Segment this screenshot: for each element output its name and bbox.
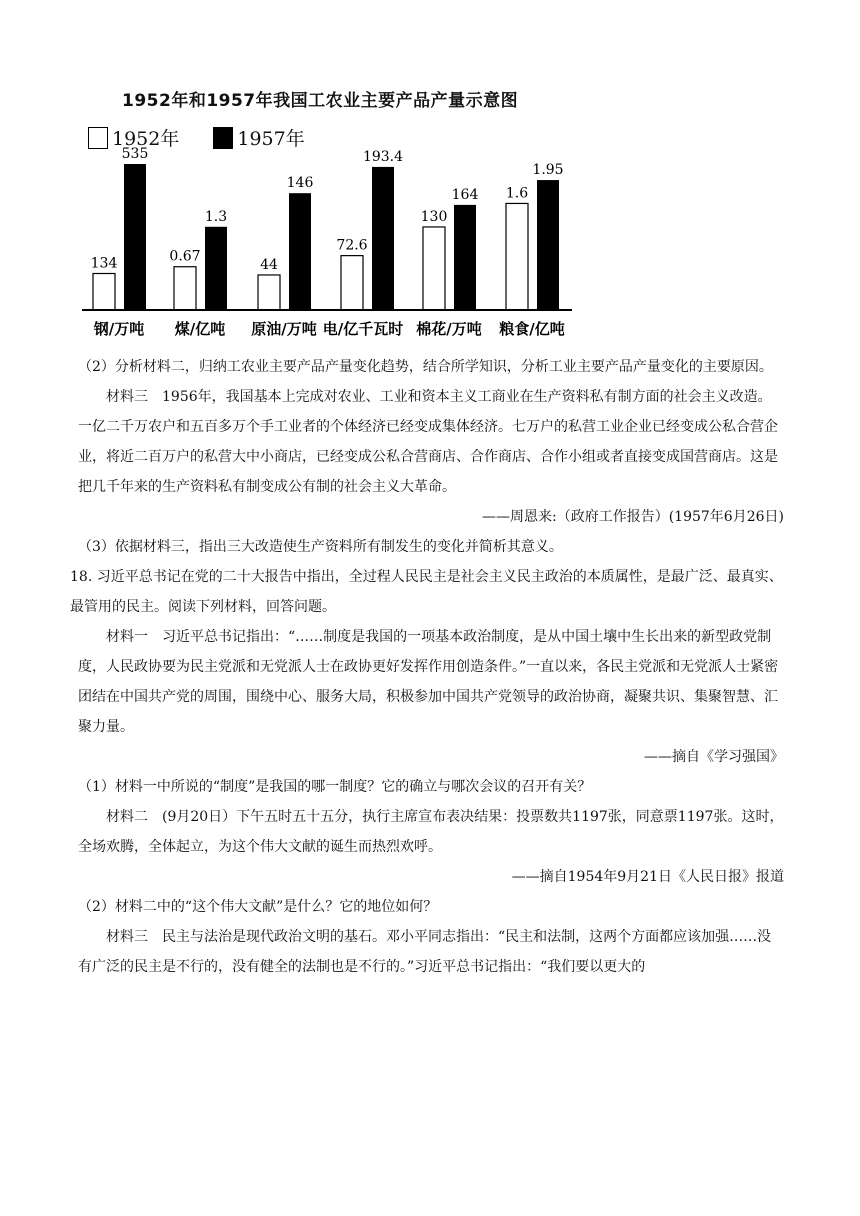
bar-1952-5 [506,203,528,310]
bar-1957-5 [537,180,559,310]
paragraph-11: 材料三 民主与法治是现代政治文明的基石。邓小平同志指出：“民主和法制，这两个方面都应该加强……没有广泛的民主是不行的，没有健全的法制也是不行的。”习近平总书记指出：“我们要以更大的 [78,929,772,975]
bar-chart [60,84,600,346]
bar-1957-2 [289,193,311,310]
data-label-1952-3: 72.6 [336,237,368,254]
bar-1952-1 [174,267,196,310]
data-label-1957-0: 535 [121,146,149,162]
paragraph-1: 材料三 1956年，我国基本上完成对农业、工业和资本主义工商业在生产资料私有制方面的社会主义改造。一亿二千万农户和五百多万个手工业者的个体经济已经变成集体经济。七万户的私营工业企业已经变成公私合营企业，将近二百万户的私营大中小商店，已经变成公私合营商店、合作商店、合作小组或者直接变成国营商店。这是把几千年来的生产资料私有制变成公有制的社会主义大革命。 [78,389,778,495]
bar-1952-0 [93,274,115,311]
data-label-1957-5: 1.95 [532,162,564,179]
paragraph-9: ——摘自1954年9月21日《人民日报》报道 [511,869,784,885]
legend-label-1957: 1957年 [237,128,305,150]
data-label-1957-3: 193.4 [362,148,404,165]
paragraph-4: 18. 习近平总书记在党的二十大报告中指出，全过程人民民主是社会主义民主政治的本质属性，是最广泛、最真实、最管用的民主。阅读下列材料，回答问题。 [70,569,783,615]
data-label-1952-5: 1.6 [505,185,529,202]
bar-1957-0 [124,164,146,310]
bar-1952-4 [423,227,445,310]
category-label-0: 钢/万吨 [93,320,145,338]
bar-1952-2 [258,275,280,310]
paragraph-8: 材料二 (9月20日）下午五时五十五分，执行主席宣布表决结果：投票数共1197张，同意票1197张。这时，全场欢腾，全体起立，为这个伟大文献的诞生而热烈欢呼。 [78,809,784,855]
category-label-4: 棉花/万吨 [416,320,482,338]
paragraph-0: （2）分析材料二，归纳工农业主要产品产量变化趋势，结合所学知识，分析工业主要产品产量变化的主要原因。 [78,359,773,375]
paragraph-7: （1）材料一中所说的“制度”是我国的哪一制度？它的确立与哪次会议的召开有关？ [78,779,592,795]
legend-label-1952: 1952年 [112,128,180,150]
data-label-1952-4: 130 [420,208,448,225]
chart-plot [60,84,600,346]
document-body [70,352,784,982]
paragraph-5: 材料一 习近平总书记指出：“……制度是我国的一项基本政治制度，是从中国土壤中生长出来的新型政党制度，人民政协要为民主党派和无党派人士在政协更好发挥作用创造条件。”一直以来，各民主党派和无党派人士紧密团结在中国共产党的周围，围绕中心、服务大局，积极参加中国共产党领导的政治协商，凝聚共识、集聚智慧、汇聚力量。 [78,629,779,735]
data-label-1957-2: 146 [286,175,314,192]
paragraph-6: ——摘自《学习强国》 [644,749,784,765]
data-label-1957-1: 1.3 [204,208,228,225]
data-label-1952-0: 134 [90,255,118,272]
category-label-3: 电/亿千瓦时 [322,320,404,338]
category-label-2: 原油/万吨 [251,320,317,338]
chart-title: 1952年和1957年我国工农业主要产品产量示意图 [122,91,519,111]
paragraph-10: （2）材料二中的“这个伟大文献”是什么？它的地位如何？ [78,899,438,915]
paragraph-2: ——周恩来:（政府工作报告）(1957年6月26日) [482,509,784,525]
bar-1957-4 [454,205,476,310]
data-label-1952-1: 0.67 [169,248,201,265]
data-label-1952-2: 44 [260,256,278,273]
bar-1957-3 [372,167,394,310]
data-label-1957-4: 164 [451,186,479,203]
bar-1952-3 [341,256,363,310]
bar-1957-1 [205,227,227,310]
paragraph-3: （3）依据材料三，指出三大改造使生产资料所有制发生的变化并简析其意义。 [78,539,563,555]
category-label-5: 粮食/亿吨 [499,320,565,338]
category-label-1: 煤/亿吨 [174,320,226,338]
